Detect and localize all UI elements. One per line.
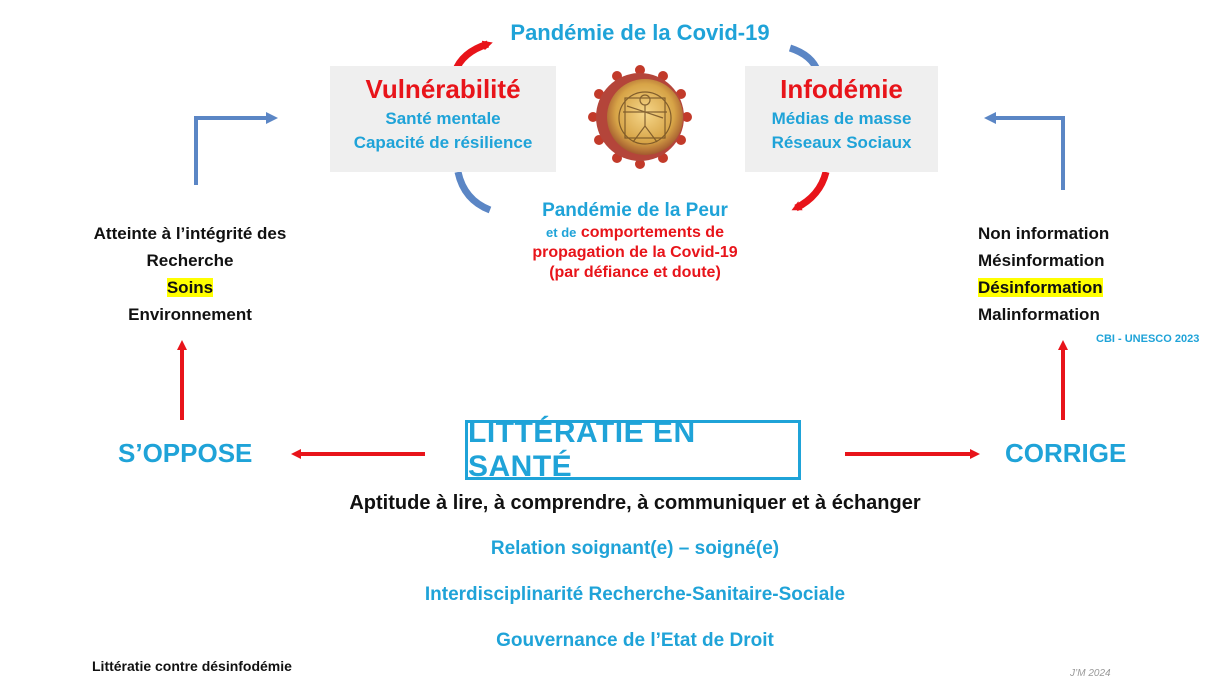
right-list-line2: Mésinformation bbox=[978, 251, 1105, 270]
corrige-label: CORRIGE bbox=[1005, 438, 1127, 468]
infodemic-box bbox=[745, 66, 938, 172]
left-list-line3: Soins bbox=[166, 278, 214, 297]
fear-line2: comportements de bbox=[580, 224, 724, 241]
covid-virus-icon bbox=[585, 62, 695, 172]
elbow-right bbox=[990, 118, 1063, 190]
left-list bbox=[60, 220, 320, 328]
vulnerability-line1: Santé mentale bbox=[385, 109, 501, 128]
item-interdisciplinarity: Interdisciplinarité Recherche-Sanitaire-Sociale bbox=[424, 584, 846, 605]
definition-text: Aptitude à lire, à comprendre, à communiquer et à échanger bbox=[349, 492, 921, 514]
infodemic-title: Infodémie bbox=[780, 74, 903, 104]
infodemic-line2: Réseaux Sociaux bbox=[771, 133, 912, 152]
infodemic-line1: Médias de masse bbox=[771, 109, 912, 128]
right-list-line1: Non information bbox=[978, 224, 1110, 243]
item-relation: Relation soignant(e) – soigné(e) bbox=[490, 538, 780, 559]
fear-line3: propagation de la Covid-19 bbox=[532, 244, 738, 261]
footer-signature: J’M 2024 bbox=[1070, 668, 1111, 679]
fear-prefix: et de bbox=[546, 225, 577, 240]
vulnerability-line2: Capacité de résilience bbox=[353, 133, 533, 152]
vulnerability-box bbox=[330, 66, 556, 172]
footer-caption: Littératie contre désinfodémie bbox=[92, 658, 292, 674]
left-list-line2: Recherche bbox=[146, 251, 234, 270]
fear-title: Pandémie de la Peur bbox=[542, 200, 728, 221]
pandemic-covid-label: Pandémie de la Covid-19 bbox=[510, 20, 770, 45]
right-list-line4: Malinformation bbox=[978, 305, 1100, 324]
left-list-line4: Environnement bbox=[128, 305, 252, 324]
health-literacy-title: LITTÉRATIE EN SANTÉ bbox=[465, 420, 801, 480]
right-list bbox=[978, 220, 1178, 328]
arc-infodemic-to-fear bbox=[796, 172, 826, 208]
source-label: CBI - UNESCO 2023 bbox=[1096, 333, 1200, 345]
fear-line4: (par défiance et doute) bbox=[549, 264, 721, 281]
left-list-line1: Atteinte à l’intégrité des bbox=[93, 224, 287, 243]
oppose-label: S’OPPOSE bbox=[118, 438, 253, 468]
vulnerability-title: Vulnérabilité bbox=[365, 74, 521, 104]
right-list-line3: Désinformation bbox=[978, 278, 1103, 297]
elbow-left bbox=[196, 118, 272, 185]
fear-block bbox=[470, 200, 800, 282]
item-governance: Gouvernance de l’Etat de Droit bbox=[496, 630, 774, 651]
